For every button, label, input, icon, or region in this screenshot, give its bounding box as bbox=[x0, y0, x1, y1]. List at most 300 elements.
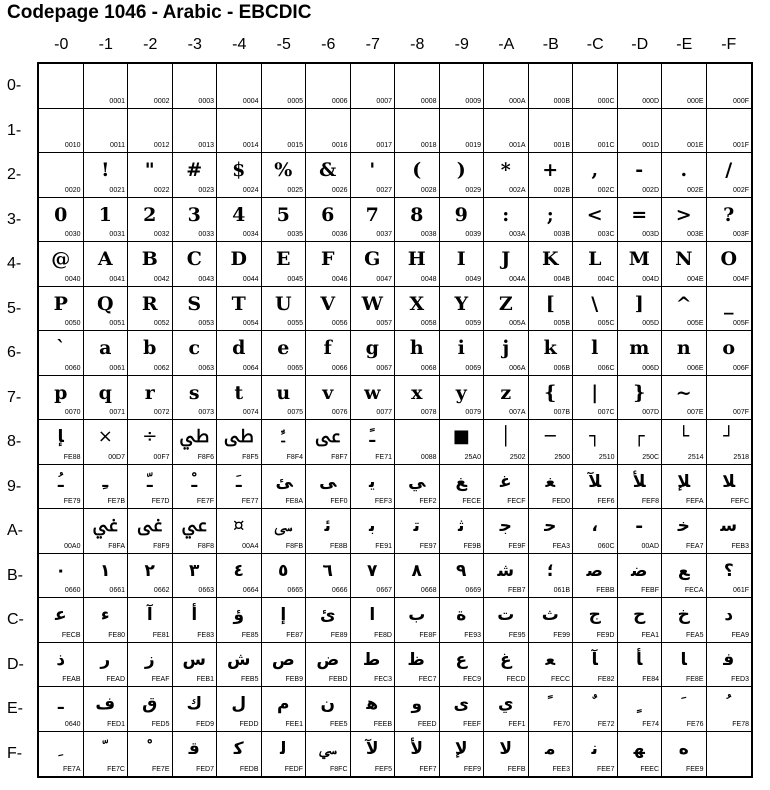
unicode-code: 0064 bbox=[242, 364, 259, 372]
code-cell bbox=[573, 287, 618, 332]
character-glyph: ﻡ bbox=[277, 694, 290, 714]
character-glyph: ﻧ bbox=[591, 738, 598, 759]
unicode-code: FECE bbox=[462, 498, 481, 505]
unicode-code: 0040 bbox=[64, 275, 81, 283]
character-glyph: ﺳ bbox=[720, 516, 738, 536]
code-cell bbox=[217, 420, 262, 465]
unicode-code: 0059 bbox=[465, 320, 481, 327]
row-header: 3- bbox=[7, 210, 22, 228]
character-glyph: J bbox=[501, 248, 511, 270]
column-headers bbox=[37, 36, 767, 58]
character-glyph: ■ bbox=[452, 426, 470, 447]
code-cell bbox=[440, 287, 485, 332]
unicode-code: FEA7 bbox=[685, 542, 704, 550]
code-cell bbox=[618, 554, 663, 599]
unicode-code: 0056 bbox=[331, 320, 348, 327]
unicode-code: FE84 bbox=[642, 676, 659, 683]
character-glyph: ﺣ bbox=[544, 516, 557, 536]
code-cell bbox=[440, 198, 485, 243]
unicode-code: 0008 bbox=[420, 97, 437, 105]
character-glyph: h bbox=[409, 337, 424, 359]
unicode-code: FE8E bbox=[685, 676, 704, 683]
character-glyph: × bbox=[97, 426, 113, 447]
code-cell bbox=[440, 242, 485, 287]
unicode-code: 007A bbox=[509, 409, 526, 416]
unicode-code: 004F bbox=[733, 275, 749, 283]
unicode-code: FEF2 bbox=[419, 498, 437, 505]
unicode-code: FE8B bbox=[329, 542, 348, 550]
character-glyph: & bbox=[319, 159, 337, 181]
character-glyph: ﻕ bbox=[142, 694, 158, 714]
character-glyph: ﻩ bbox=[678, 738, 689, 759]
unicode-code: FE7C bbox=[107, 766, 125, 773]
character-glyph: ﻍ bbox=[499, 649, 512, 670]
unicode-code: FEA5 bbox=[685, 631, 704, 639]
unicode-code: 001A bbox=[509, 142, 526, 149]
character-glyph: 3 bbox=[187, 203, 201, 226]
character-glyph: ﻌ bbox=[545, 649, 556, 670]
code-cell bbox=[173, 198, 218, 243]
code-cell bbox=[529, 598, 574, 643]
code-cell bbox=[84, 687, 129, 732]
code-cell bbox=[529, 153, 574, 198]
character-glyph: ﻫ bbox=[366, 694, 379, 714]
character-glyph: ? bbox=[723, 203, 735, 226]
unicode-code: 0034 bbox=[242, 231, 259, 238]
character-glyph: ﻇ bbox=[408, 649, 425, 670]
unicode-code: 006F bbox=[733, 364, 749, 372]
unicode-code: F8FA bbox=[108, 542, 125, 550]
character-glyph: ﹼ bbox=[102, 738, 109, 759]
code-cell bbox=[662, 242, 707, 287]
code-cell bbox=[618, 287, 663, 332]
row-header: 6- bbox=[7, 344, 22, 361]
character-glyph: o bbox=[722, 337, 736, 359]
character-glyph: 6 bbox=[321, 203, 335, 226]
unicode-code: FE89 bbox=[330, 631, 348, 639]
character-glyph: ﺫ bbox=[56, 649, 66, 670]
code-cell bbox=[351, 287, 396, 332]
character-glyph: ﻻ bbox=[499, 738, 513, 759]
code-cell bbox=[662, 420, 707, 465]
unicode-code: FE87 bbox=[286, 631, 303, 639]
code-cell bbox=[440, 331, 485, 376]
code-cell bbox=[573, 376, 618, 421]
unicode-code: FE97 bbox=[419, 542, 437, 550]
code-cell bbox=[707, 198, 752, 243]
unicode-code: FEDD bbox=[239, 720, 259, 728]
code-cell bbox=[173, 554, 218, 599]
character-glyph: u bbox=[276, 381, 291, 404]
character-glyph: ÷ bbox=[142, 426, 158, 447]
unicode-code: 0030 bbox=[64, 231, 81, 238]
code-cell bbox=[351, 198, 396, 243]
character-glyph: ¤ bbox=[233, 515, 245, 536]
character-glyph: ﻐ bbox=[545, 471, 556, 492]
code-cell bbox=[440, 687, 485, 732]
code-cell bbox=[484, 109, 529, 154]
character-glyph: Q bbox=[96, 292, 114, 315]
unicode-code: 250C bbox=[642, 453, 659, 461]
character-glyph: └ bbox=[678, 426, 690, 447]
character-glyph: ﳷ bbox=[315, 427, 341, 447]
code-cell bbox=[173, 109, 218, 154]
character-glyph: ﻏ bbox=[499, 471, 512, 492]
character-glyph: ﺋ bbox=[324, 516, 331, 536]
character-glyph: ﹻ bbox=[102, 471, 109, 492]
unicode-code: FE7B bbox=[107, 498, 125, 505]
unicode-code: 0038 bbox=[420, 231, 437, 238]
unicode-code: F8FC bbox=[330, 766, 348, 773]
code-cell bbox=[84, 420, 129, 465]
code-cell bbox=[440, 64, 485, 109]
code-cell bbox=[707, 331, 752, 376]
character-glyph: ﻳ bbox=[369, 471, 376, 492]
code-cell bbox=[128, 64, 173, 109]
character-glyph: ﹷ bbox=[235, 471, 242, 492]
unicode-code: F8F8 bbox=[197, 542, 214, 550]
unicode-code: 0071 bbox=[109, 409, 125, 416]
code-cell bbox=[217, 687, 262, 732]
character-glyph: ﳴ bbox=[281, 427, 285, 447]
character-glyph: ﻋ bbox=[54, 605, 67, 625]
code-cell bbox=[351, 465, 396, 510]
unicode-code: 0052 bbox=[153, 320, 170, 327]
code-cell bbox=[707, 465, 752, 510]
unicode-code: 0074 bbox=[242, 409, 259, 416]
character-glyph: ﻣ bbox=[544, 738, 556, 759]
code-cell bbox=[217, 242, 262, 287]
code-cell bbox=[306, 376, 351, 421]
code-cell bbox=[440, 554, 485, 599]
code-cell bbox=[573, 331, 618, 376]
character-glyph: ┐ bbox=[589, 426, 601, 447]
unicode-code: 00A4 bbox=[242, 542, 259, 550]
unicode-code: 0021 bbox=[109, 186, 125, 194]
character-glyph: ﻥ bbox=[320, 694, 335, 714]
code-cell bbox=[618, 109, 663, 154]
unicode-code: 005B bbox=[553, 320, 570, 327]
code-cell bbox=[395, 420, 440, 465]
character-glyph: ) bbox=[456, 159, 466, 181]
character-glyph: ﺛ bbox=[458, 516, 465, 536]
unicode-code: FECB bbox=[61, 631, 81, 639]
code-cell bbox=[484, 287, 529, 332]
code-cell bbox=[306, 64, 351, 109]
unicode-code: FE74 bbox=[642, 720, 659, 728]
code-cell bbox=[395, 153, 440, 198]
code-cell bbox=[217, 109, 262, 154]
unicode-code: 0066 bbox=[331, 364, 348, 372]
unicode-code: 006D bbox=[642, 364, 659, 372]
character-glyph: U bbox=[274, 292, 292, 315]
character-glyph: R bbox=[141, 292, 158, 315]
code-cell bbox=[351, 509, 396, 554]
character-glyph: 0 bbox=[54, 203, 68, 226]
unicode-code: FEB3 bbox=[731, 542, 749, 550]
unicode-code: FE79 bbox=[63, 498, 81, 505]
character-glyph: ; bbox=[546, 203, 554, 226]
unicode-code: 005E bbox=[687, 320, 704, 327]
character-glyph: ﳺ bbox=[92, 516, 118, 536]
unicode-code: 0028 bbox=[420, 186, 437, 194]
character-glyph: ' bbox=[369, 159, 376, 181]
unicode-code: 061B bbox=[553, 587, 570, 594]
character-glyph: ┘ bbox=[723, 426, 735, 447]
row-header: B- bbox=[7, 566, 23, 584]
row-header: 2- bbox=[7, 166, 22, 183]
character-glyph: ؛ bbox=[546, 560, 554, 581]
unicode-code: 0010 bbox=[64, 142, 81, 149]
character-glyph: ٠ bbox=[55, 560, 66, 581]
row-header: E- bbox=[7, 700, 23, 717]
code-cell bbox=[39, 420, 84, 465]
code-cell bbox=[395, 687, 440, 732]
unicode-code: 002C bbox=[597, 186, 615, 194]
code-cell bbox=[351, 109, 396, 154]
character-glyph: . bbox=[680, 159, 688, 181]
character-glyph: 4 bbox=[232, 203, 246, 226]
unicode-code: FEF3 bbox=[374, 498, 392, 505]
unicode-code: FE80 bbox=[108, 631, 125, 639]
code-cell bbox=[351, 331, 396, 376]
code-cell bbox=[128, 732, 173, 777]
unicode-code: 003E bbox=[687, 231, 704, 238]
column-header: -3 bbox=[187, 36, 202, 53]
code-cell bbox=[662, 598, 707, 643]
unicode-code: 0088 bbox=[420, 453, 437, 461]
unicode-code: 004E bbox=[687, 275, 704, 283]
code-cell bbox=[262, 64, 307, 109]
unicode-code: FEFA bbox=[685, 498, 704, 505]
code-cell bbox=[662, 376, 707, 421]
unicode-code: 0018 bbox=[420, 142, 437, 149]
unicode-code: 004D bbox=[642, 275, 659, 283]
unicode-code: F8F7 bbox=[331, 453, 348, 461]
code-cell bbox=[395, 598, 440, 643]
unicode-code: 0060 bbox=[64, 364, 81, 372]
code-cell bbox=[306, 643, 351, 688]
character-glyph: B bbox=[141, 248, 158, 270]
code-cell bbox=[173, 331, 218, 376]
code-cell bbox=[217, 465, 262, 510]
unicode-code: 0032 bbox=[153, 231, 170, 238]
code-cell bbox=[306, 509, 351, 554]
code-cell bbox=[39, 465, 84, 510]
row-header: 8- bbox=[7, 433, 22, 450]
unicode-code: FE99 bbox=[553, 631, 570, 639]
character-glyph: K bbox=[541, 248, 559, 270]
code-cell bbox=[84, 287, 129, 332]
code-cell bbox=[707, 109, 752, 154]
code-cell bbox=[262, 287, 307, 332]
unicode-code: FEA3 bbox=[552, 542, 570, 550]
unicode-code: 0051 bbox=[109, 320, 125, 327]
character-glyph: ﺏ bbox=[408, 605, 426, 625]
code-cell bbox=[173, 643, 218, 688]
column-header: -8 bbox=[410, 36, 425, 53]
character-glyph: ﹿ bbox=[191, 471, 198, 492]
character-glyph: T bbox=[231, 292, 246, 315]
character-glyph: ﻃ bbox=[364, 649, 381, 670]
code-cell bbox=[39, 643, 84, 688]
code-cell bbox=[306, 331, 351, 376]
unicode-code: FEB1 bbox=[196, 676, 214, 683]
code-cell bbox=[39, 242, 84, 287]
code-cell bbox=[529, 109, 574, 154]
code-cell bbox=[173, 732, 218, 777]
character-glyph: > bbox=[675, 203, 692, 226]
character-glyph: 1 bbox=[98, 203, 112, 226]
unicode-code: F8FB bbox=[285, 542, 303, 550]
code-cell bbox=[128, 153, 173, 198]
character-glyph: ﺇ bbox=[280, 605, 287, 625]
unicode-code: 0076 bbox=[331, 409, 348, 416]
code-cell bbox=[173, 64, 218, 109]
column-header: -C bbox=[586, 36, 604, 53]
unicode-code: 004C bbox=[597, 275, 615, 283]
character-glyph: d bbox=[232, 337, 246, 359]
character-glyph: ـ bbox=[57, 694, 64, 714]
character-glyph: 8 bbox=[410, 203, 424, 226]
code-cell bbox=[395, 376, 440, 421]
code-cell bbox=[573, 465, 618, 510]
unicode-code: FECC bbox=[550, 676, 570, 683]
character-glyph: y bbox=[455, 381, 467, 404]
character-glyph: ﺯ bbox=[144, 649, 155, 670]
character-glyph: i bbox=[457, 337, 465, 359]
unicode-code: FEBD bbox=[328, 676, 348, 683]
unicode-code: 060C bbox=[597, 542, 615, 550]
unicode-code: 005A bbox=[509, 320, 526, 327]
unicode-code: 000C bbox=[597, 97, 615, 105]
code-cell bbox=[707, 376, 752, 421]
unicode-code: 007D bbox=[642, 409, 659, 416]
character-glyph: " bbox=[144, 159, 155, 181]
character-glyph: : bbox=[502, 203, 510, 226]
unicode-code: FE8D bbox=[374, 631, 392, 639]
character-glyph: ^ bbox=[675, 292, 692, 315]
unicode-code: 0006 bbox=[331, 97, 348, 105]
code-cell bbox=[351, 153, 396, 198]
code-cell bbox=[618, 598, 663, 643]
code-cell bbox=[262, 198, 307, 243]
code-cell bbox=[573, 64, 618, 109]
code-cell bbox=[484, 242, 529, 287]
unicode-code: 0067 bbox=[376, 364, 392, 372]
code-cell bbox=[484, 554, 529, 599]
code-cell bbox=[484, 643, 529, 688]
character-glyph: ﺅ bbox=[233, 605, 245, 625]
character-glyph: E bbox=[276, 248, 291, 270]
unicode-code: 0011 bbox=[109, 142, 125, 149]
code-cell bbox=[306, 598, 351, 643]
unicode-code: FEA1 bbox=[641, 631, 659, 639]
character-glyph: p bbox=[54, 381, 68, 404]
character-glyph: ﻰ bbox=[319, 471, 337, 492]
unicode-code: F8F9 bbox=[153, 542, 170, 550]
character-glyph: ٥ bbox=[278, 560, 289, 581]
character-glyph: ﺎ bbox=[680, 649, 687, 670]
unicode-code: 0031 bbox=[109, 231, 125, 238]
column-header: -6 bbox=[321, 36, 336, 53]
code-cell bbox=[39, 109, 84, 154]
code-cell bbox=[262, 732, 307, 777]
unicode-code: FE72 bbox=[597, 720, 615, 728]
code-cell bbox=[351, 598, 396, 643]
character-glyph: * bbox=[500, 159, 511, 181]
column-header: -7 bbox=[365, 36, 380, 53]
unicode-code: 0069 bbox=[465, 364, 481, 372]
unicode-code: 000F bbox=[733, 97, 749, 105]
character-glyph: I bbox=[456, 248, 466, 270]
unicode-code: 0022 bbox=[153, 186, 170, 194]
character-glyph: ﺉ bbox=[319, 605, 336, 625]
code-cell bbox=[440, 465, 485, 510]
unicode-code: 0044 bbox=[242, 275, 259, 283]
unicode-code: 0004 bbox=[242, 97, 259, 105]
unicode-code: 00F7 bbox=[153, 453, 170, 461]
unicode-code: F8F5 bbox=[242, 453, 259, 461]
unicode-code: 0001 bbox=[109, 97, 125, 105]
character-glyph: │ bbox=[500, 426, 512, 447]
code-cell bbox=[529, 198, 574, 243]
code-cell bbox=[217, 198, 262, 243]
code-cell bbox=[262, 109, 307, 154]
unicode-code: 0025 bbox=[287, 186, 303, 194]
character-glyph: ﻺ bbox=[677, 471, 691, 492]
character-glyph: P bbox=[53, 292, 68, 315]
unicode-code: 0003 bbox=[198, 97, 214, 105]
code-cell bbox=[128, 109, 173, 154]
unicode-code: FE78 bbox=[732, 720, 749, 728]
character-glyph: ٤ bbox=[233, 560, 244, 581]
code-cell bbox=[351, 376, 396, 421]
unicode-code: 002E bbox=[687, 186, 704, 194]
code-cell bbox=[395, 331, 440, 376]
code-cell bbox=[529, 465, 574, 510]
character-glyph: - bbox=[635, 159, 644, 181]
code-cell bbox=[84, 732, 129, 777]
character-glyph: n bbox=[676, 337, 691, 359]
unicode-code: 002F bbox=[733, 186, 749, 194]
unicode-code: 0065 bbox=[287, 364, 303, 372]
character-glyph: ┌ bbox=[633, 426, 645, 447]
code-cell bbox=[662, 687, 707, 732]
code-cell bbox=[39, 64, 84, 109]
code-cell bbox=[529, 242, 574, 287]
code-cell bbox=[573, 732, 618, 777]
character-glyph: 5 bbox=[276, 203, 290, 226]
character-glyph: f bbox=[323, 337, 332, 359]
character-glyph: O bbox=[720, 248, 738, 270]
code-cell bbox=[128, 287, 173, 332]
code-cell bbox=[662, 465, 707, 510]
character-glyph: ﻛ bbox=[233, 738, 244, 759]
unicode-code: 0665 bbox=[287, 587, 303, 594]
unicode-code: FED7 bbox=[196, 766, 214, 773]
character-glyph: 7 bbox=[365, 203, 379, 226]
character-glyph: ﻲ bbox=[408, 471, 426, 492]
code-cell bbox=[128, 242, 173, 287]
unicode-code: 0029 bbox=[465, 186, 481, 194]
unicode-code: 000B bbox=[553, 97, 570, 105]
character-glyph: ﺁ bbox=[146, 605, 153, 625]
codepage-grid bbox=[37, 62, 753, 778]
code-cell bbox=[573, 598, 618, 643]
code-cell bbox=[395, 242, 440, 287]
unicode-code: 0662 bbox=[153, 587, 170, 594]
